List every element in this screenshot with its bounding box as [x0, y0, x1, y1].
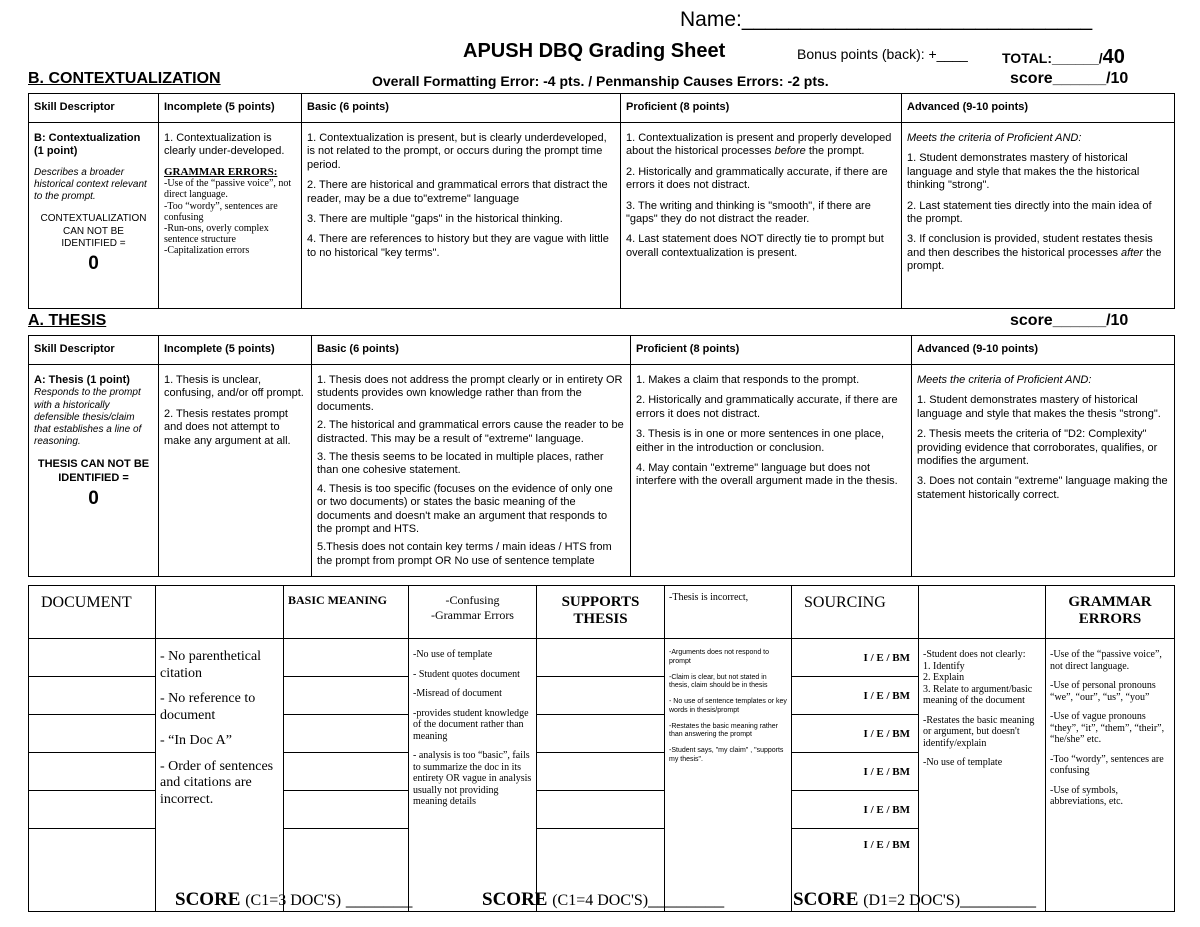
note: -Use of vague pronouns “they”, “it”, “them”, “their”, “he/she” etc. [1050, 711, 1165, 745]
incomplete-cell [159, 365, 312, 577]
supports-slot[interactable] [537, 791, 665, 829]
document-slot[interactable] [29, 677, 156, 715]
grammar-errors-header: GRAMMAR ERRORS [1046, 586, 1175, 639]
total-max: 40 [1102, 46, 1125, 68]
page-title: APUSH DBQ Grading Sheet [463, 40, 726, 62]
criterion: 2. Thesis restates prompt and does not attempt to make any argument at all. [164, 407, 291, 447]
total-label: TOTAL:______/ [1002, 50, 1103, 66]
sourcing-mark[interactable]: I / E / BM [792, 829, 919, 912]
criterion: 1. Student demonstrates mastery of historical language and style that makes the thesis "strong". [917, 394, 1161, 420]
basic-meaning-slot[interactable] [284, 715, 409, 753]
basic-cell [302, 123, 621, 309]
criterion: 5.Thesis does not contain key terms / main ideas / HTS from the prompt from prompt OR No use of sentence template [317, 541, 612, 567]
contextualization-rubric [28, 93, 1175, 309]
sourcing-notes [919, 639, 1046, 912]
note: -provides student knowledge of the document rather than meaning [413, 707, 529, 742]
document-table [28, 585, 1175, 912]
criterion: 3. Does not contain "extreme" language making the statement historically correct. [917, 475, 1168, 501]
document-slot[interactable] [29, 753, 156, 791]
grammar-item: -Capitalization errors [164, 245, 250, 257]
supports-thesis-header: SUPPORTS THESIS [537, 586, 665, 639]
criterion: 3. If conclusion is provided, student restates thesis and then describes the historical processes after the prompt. [907, 233, 1162, 273]
note: - No reference to document [160, 691, 256, 723]
note: -Misread of document [413, 688, 502, 699]
criterion: 1. Makes a claim that responds to the prompt. [636, 374, 860, 386]
thesis-title: A. THESIS [28, 312, 107, 329]
criterion: 2. Historically and grammatically accurate, if there are errors it does not distract. [626, 165, 888, 192]
criterion: 2. Last statement ties directly into the main idea of the prompt. [907, 199, 1152, 226]
skill-title: A: Thesis (1 point) [34, 374, 130, 386]
sourcing-mark[interactable]: I / E / BM [792, 677, 919, 715]
advanced-intro: Meets the criteria of Proficient AND: [917, 374, 1092, 386]
contextualization-title: B. CONTEXTUALIZATION [28, 70, 221, 87]
bonus-points[interactable]: Bonus points (back): +____ [797, 46, 968, 62]
note: -Too “wordy”, sentences are confusing [1050, 753, 1164, 776]
note: - No parenthetical citation [160, 649, 262, 681]
blank-header [156, 586, 284, 639]
col-header: Advanced (9-10 points) [902, 94, 1175, 123]
basic-cell [312, 365, 631, 577]
note: -Student does not clearly: 1. Identify 2. Explain 3. Relate to argument/basic meaning of the document [923, 649, 1033, 706]
col-header: Basic (6 points) [312, 336, 631, 365]
criterion: 1. Contextualization is present and properly developed about the historical processes before the prompt. [626, 132, 892, 158]
criterion: 3. There are multiple "gaps" in the historical thinking. [307, 213, 563, 226]
criterion: 2. There are historical and grammatical errors that distract the reader, may be a due to"extreme" language [307, 179, 608, 205]
grammar-item: -Too “wordy”, sentences are confusing [164, 200, 278, 223]
sourcing-mark[interactable]: I / E / BM [792, 639, 919, 677]
thesis-rubric [28, 335, 1175, 577]
basic-meaning-slot[interactable] [284, 677, 409, 715]
citation-notes [156, 639, 284, 912]
grammar-item: -Use of the “passive voice”, not direct language. [164, 178, 292, 201]
sourcing-mark[interactable]: I / E / BM [792, 791, 919, 829]
note: -Use of symbols, abbreviations, etc. [1050, 784, 1124, 807]
basic-meaning-slot[interactable] [284, 753, 409, 791]
criterion: 2. Historically and grammatically accurate, if there are errors it does not distract. [636, 394, 898, 420]
note: -No use of template [923, 757, 1003, 768]
supports-slot[interactable] [537, 715, 665, 753]
criterion: 2. The historical and grammatical errors cause the reader to be distracted. This may be a result of "extreme" language. [317, 419, 624, 445]
col-header: Advanced (9-10 points) [912, 336, 1175, 365]
skill-descriptor [29, 123, 159, 309]
criterion: 1. Student demonstrates mastery of historical language and style that makes the the historical thinking "strong". [907, 152, 1140, 192]
thesis-score[interactable]: score______/10 [1010, 312, 1129, 329]
note: - Order of sentences and citations are incorrect. [160, 758, 274, 807]
sourcing-mark[interactable]: I / E / BM [792, 715, 919, 753]
grammar-errors [164, 166, 296, 257]
note: - No use of sentence templates or key words in thesis/prompt [669, 698, 787, 714]
advanced-intro: Meets the criteria of Proficient AND: [907, 132, 1082, 144]
col-header: Skill Descriptor [29, 336, 159, 365]
sourcing-header: SOURCING [792, 586, 919, 639]
zero-score: 0 [88, 252, 99, 274]
blank-header [919, 586, 1046, 639]
col-header: Proficient (8 points) [631, 336, 912, 365]
cannot-identify: THESIS CAN NOT BE IDENTIFIED = [37, 458, 150, 484]
score-c1-4docs[interactable]: SCORE (C1=4 DOC'S)________ [482, 889, 725, 910]
note: -Use of the “passive voice”, not direct language. [1050, 649, 1162, 672]
sourcing-mark[interactable]: I / E / BM [792, 753, 919, 791]
criterion: 2. Thesis meets the criteria of "D2: Complexity" providing evidence that corroborates, qualifies, or modifies the argument. [917, 428, 1158, 468]
document-slot[interactable] [29, 791, 156, 829]
advanced-cell [912, 365, 1175, 577]
grammar-heading: GRAMMAR ERRORS: [164, 165, 278, 178]
supports-slot[interactable] [537, 639, 665, 677]
total-score[interactable] [1002, 46, 1125, 69]
basic-meaning-header: BASIC MEANING [284, 586, 409, 639]
cannot-identify: CONTEXTUALIZATION CAN NOT BE IDENTIFIED = [40, 213, 147, 249]
thesis-incorrect-header: -Thesis is incorrect, [665, 586, 792, 639]
criterion: 4. May contain "extreme" language but does not interfere with the overall argument made in the thesis. [636, 462, 898, 488]
name-field[interactable]: Name:______________________________ [680, 8, 1093, 31]
criterion: 4. There are references to history but they are vague with little to no historical "key terms". [307, 233, 609, 259]
col-header: Proficient (8 points) [621, 94, 902, 123]
note: - Student quotes document [413, 668, 520, 680]
criterion: 3. The writing and thinking is "smooth", if there are "gaps" they do not distract the reader. [626, 199, 871, 226]
note: -Claim is clear, but not stated in thesis, claim should be in thesis [669, 673, 768, 690]
proficient-cell [631, 365, 912, 577]
criterion: 3. Thesis is in one or more sentences in one place, either in the introduction or conclusion. [636, 428, 885, 454]
supports-notes [665, 639, 792, 912]
criterion: 4. Thesis is too specific (focuses on the evidence of only one or two documents) or states the basic meaning of the documents and doesn't make an argument that responds to the prompt and HTS. [317, 482, 613, 536]
criterion: 1. Thesis is unclear, confusing, and/or off prompt. [164, 374, 304, 400]
basic-meaning-slot[interactable] [284, 791, 409, 829]
document-slot[interactable] [29, 829, 156, 912]
skill-desc: Responds to the prompt with a historically defensible thesis/claim that establishes a line of reasoning. [34, 387, 142, 448]
note: -Arguments does not respond to prompt [669, 649, 770, 665]
criterion: 1. Thesis does not address the prompt clearly or in entirety OR students provides own knowledge rather than from the documents. [317, 374, 623, 413]
basic-meaning-slot[interactable] [284, 639, 409, 677]
proficient-cell [621, 123, 902, 309]
score-c1-3docs[interactable]: SCORE (C1=3 DOC'S) _______ [175, 889, 413, 910]
criterion: 1. Contextualization is clearly under-developed. [164, 132, 285, 158]
supports-slot[interactable] [537, 677, 665, 715]
document-header: DOCUMENT [29, 586, 156, 639]
formatting-errors: Overall Formatting Error: -4 pts. / Penmanship Causes Errors: -2 pts. [372, 73, 829, 89]
criterion: 3. The thesis seems to be located in multiple places, rather than one cohesive statement. [317, 451, 604, 477]
criterion: 1. Contextualization is present, but is clearly underdeveloped, is not related to the prompt, or occurs during the prompt time period. [307, 132, 607, 171]
confusing-header: -Confusing -Grammar Errors [409, 586, 537, 639]
incomplete-cell [159, 123, 302, 309]
skill-desc: Describes a broader historical context relevant to the prompt. [34, 166, 147, 203]
note: - “In Doc A” [160, 733, 232, 749]
zero-score: 0 [88, 488, 99, 510]
col-header: Basic (6 points) [302, 94, 621, 123]
grammar-item: -Run-ons, overly complex sentence structure [164, 222, 269, 246]
advanced-cell [902, 123, 1175, 309]
skill-descriptor [29, 365, 159, 577]
supports-slot[interactable] [537, 753, 665, 791]
note: -Restates the basic meaning or argument, but doesn't identify/explain [923, 714, 1035, 749]
col-header: Skill Descriptor [29, 94, 159, 123]
contextualization-score[interactable]: score______/10 [1010, 70, 1129, 87]
note: -Use of personal pronouns “we”, “our”, “us”, “you” [1050, 680, 1156, 703]
basic-meaning-notes [409, 639, 537, 912]
criterion: 4. Last statement does NOT directly tie to prompt but overall contextualization is present. [626, 233, 884, 259]
col-header: Incomplete (5 points) [159, 336, 312, 365]
note: -Student says, "my claim" , "supports my thesis". [669, 747, 784, 763]
note: - analysis is too “basic”, fails to summarize the doc in its entirety OR vague in analysis usually not providing meaning details [413, 750, 532, 807]
note: -No use of template [413, 649, 493, 660]
grammar-notes [1046, 639, 1175, 912]
note: -Restates the basic meaning rather than answering the prompt [669, 722, 778, 739]
document-slot[interactable] [29, 715, 156, 753]
skill-title: B: Contextualization (1 point) [34, 132, 141, 158]
document-slot[interactable] [29, 639, 156, 677]
score-d1-2docs[interactable]: SCORE (D1=2 DOC'S)________ [793, 889, 1037, 910]
col-header: Incomplete (5 points) [159, 94, 302, 123]
